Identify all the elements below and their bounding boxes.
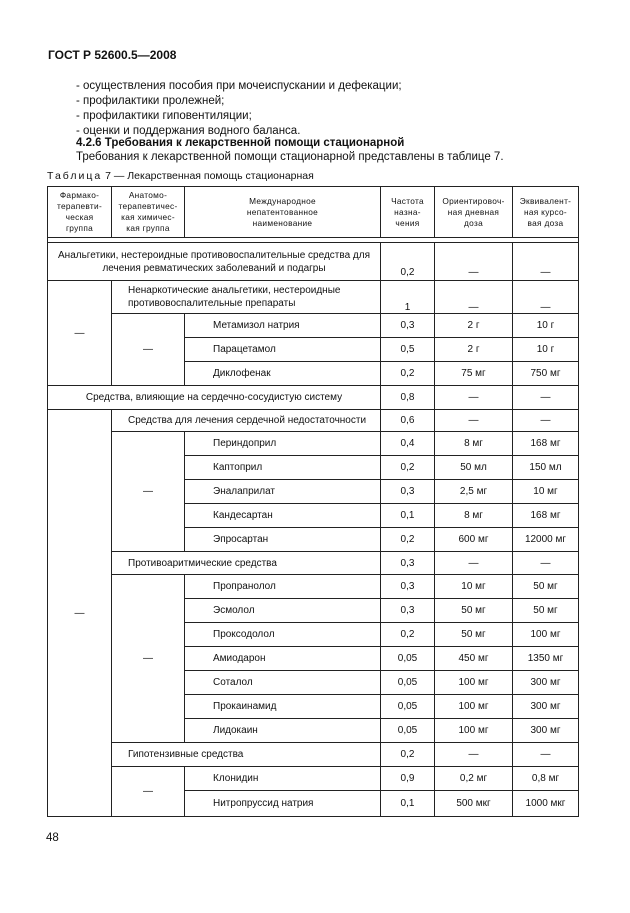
drug-table — [47, 186, 579, 817]
header-course-dose: Эквивалент- ная курсо- вая доза — [513, 187, 579, 238]
drug-name: Нитропруссид натрия — [185, 791, 381, 817]
header-inn: Международное непатентованное наименование — [185, 187, 381, 238]
table-row: Прокаинамид 0,05 100 мг 300 мг — [48, 695, 579, 719]
table-row: — Пропранолол 0,3 10 мг 50 мг — [48, 575, 579, 599]
caption-number: 7 — [105, 170, 111, 182]
table-row: — Ненаркотические анальгетики, нестероидные противовоспалительные препараты 1 — — — [48, 281, 579, 314]
caption-label: Таблица — [47, 170, 103, 182]
dash-cell: — — [112, 432, 185, 552]
drug-name: Эсмолол — [185, 599, 381, 623]
subgroup-name: Гипотензивные средства — [112, 743, 381, 767]
table-row: Противоаритмические средства 0,3 — — — [48, 552, 579, 575]
drug-name: Диклофенак — [185, 362, 381, 386]
table-row: Диклофенак 0,2 75 мг 750 мг — [48, 362, 579, 386]
table-row: Анальгетики, нестероидные противовоспалительные средства для лечения ревматических заболеваний и подагры 0,2 — — — [48, 243, 579, 281]
table-row: Амиодарон 0,05 450 мг 1350 мг — [48, 647, 579, 671]
section-title: 4.2.6 Требования к лекарственной помощи стационарной — [76, 137, 405, 149]
header-pharm-group: Фармако- терапевти- ческая группа — [48, 187, 112, 238]
dash-cell: — — [48, 410, 112, 817]
dash-cell: — — [48, 281, 112, 386]
list-item: - осуществления пособия при мочеиспускании и дефекации; — [76, 80, 402, 92]
drug-name: Проксодолол — [185, 623, 381, 647]
drug-name: Кандесартан — [185, 504, 381, 528]
drug-name: Прокаинамид — [185, 695, 381, 719]
dash-cell: — — [112, 575, 185, 743]
section-text: Требования к лекарственной помощи стационарной представлены в таблице 7. — [76, 151, 504, 163]
table-row: Эналаприлат 0,3 2,5 мг 10 мг — [48, 480, 579, 504]
caption-text: — Лекарственная помощь стационарная — [113, 170, 314, 182]
bullet-list — [76, 79, 402, 139]
list-item: - профилактики пролежней; — [76, 95, 225, 107]
table-row: Соталол 0,05 100 мг 300 мг — [48, 671, 579, 695]
page-number: 48 — [46, 832, 59, 844]
header-frequency: Частота назна- чения — [381, 187, 435, 238]
table-row: — Метамизол натрия 0,3 2 г 10 г — [48, 314, 579, 338]
drug-name: Клонидин — [185, 767, 381, 791]
list-item: - оценки и поддержания водного баланса. — [76, 125, 301, 137]
header-daily-dose: Ориентировоч- ная дневная доза — [435, 187, 513, 238]
table-header-row — [48, 187, 579, 238]
dash-cell: — — [112, 314, 185, 386]
group-name: Анальгетики, нестероидные противовоспалительные средства для лечения ревматических заболеваний и подагры — [48, 243, 381, 281]
table-row: Проксодолол 0,2 50 мг 100 мг — [48, 623, 579, 647]
table-row: Гипотензивные средства 0,2 — — — [48, 743, 579, 767]
drug-name: Парацетамол — [185, 338, 381, 362]
drug-name: Периндоприл — [185, 432, 381, 456]
table-row: — Клонидин 0,9 0,2 мг 0,8 мг — [48, 767, 579, 791]
drug-name: Каптоприл — [185, 456, 381, 480]
document-header: ГОСТ Р 52600.5—2008 — [48, 48, 177, 62]
table-row: Лидокаин 0,05 100 мг 300 мг — [48, 719, 579, 743]
drug-name: Пропранолол — [185, 575, 381, 599]
table-row: Каптоприл 0,2 50 мл 150 мл — [48, 456, 579, 480]
table-row: Эсмолол 0,3 50 мг 50 мг — [48, 599, 579, 623]
list-item: - профилактики гиповентиляции; — [76, 110, 252, 122]
drug-name: Лидокаин — [185, 719, 381, 743]
dash-cell: — — [112, 767, 185, 817]
group-name: Средства, влияющие на сердечно-сосудистую систему — [48, 386, 381, 410]
subgroup-name: Средства для лечения сердечной недостаточности — [112, 410, 381, 432]
table-row: — Периндоприл 0,4 8 мг 168 мг — [48, 432, 579, 456]
table-row: — Средства для лечения сердечной недостаточности 0,6 — — — [48, 410, 579, 432]
subgroup-name: Противоаритмические средства — [112, 552, 381, 575]
table-row: Средства, влияющие на сердечно-сосудистую систему 0,8 — — — [48, 386, 579, 410]
subgroup-name: Ненаркотические анальгетики, нестероидные противовоспалительные препараты — [112, 281, 381, 314]
drug-name: Метамизол натрия — [185, 314, 381, 338]
drug-name: Соталол — [185, 671, 381, 695]
header-atc-group: Анатомо- терапевтичес- кая химичес- кая группа — [112, 187, 185, 238]
table-row: Нитропруссид натрия 0,1 500 мкг 1000 мкг — [48, 791, 579, 817]
table-row: Кандесартан 0,1 8 мг 168 мг — [48, 504, 579, 528]
table-row: Эпросартан 0,2 600 мг 12000 мг — [48, 528, 579, 552]
drug-name: Эпросартан — [185, 528, 381, 552]
drug-name: Амиодарон — [185, 647, 381, 671]
table-row: Парацетамол 0,5 2 г 10 г — [48, 338, 579, 362]
table-caption — [47, 170, 314, 182]
drug-name: Эналаприлат — [185, 480, 381, 504]
